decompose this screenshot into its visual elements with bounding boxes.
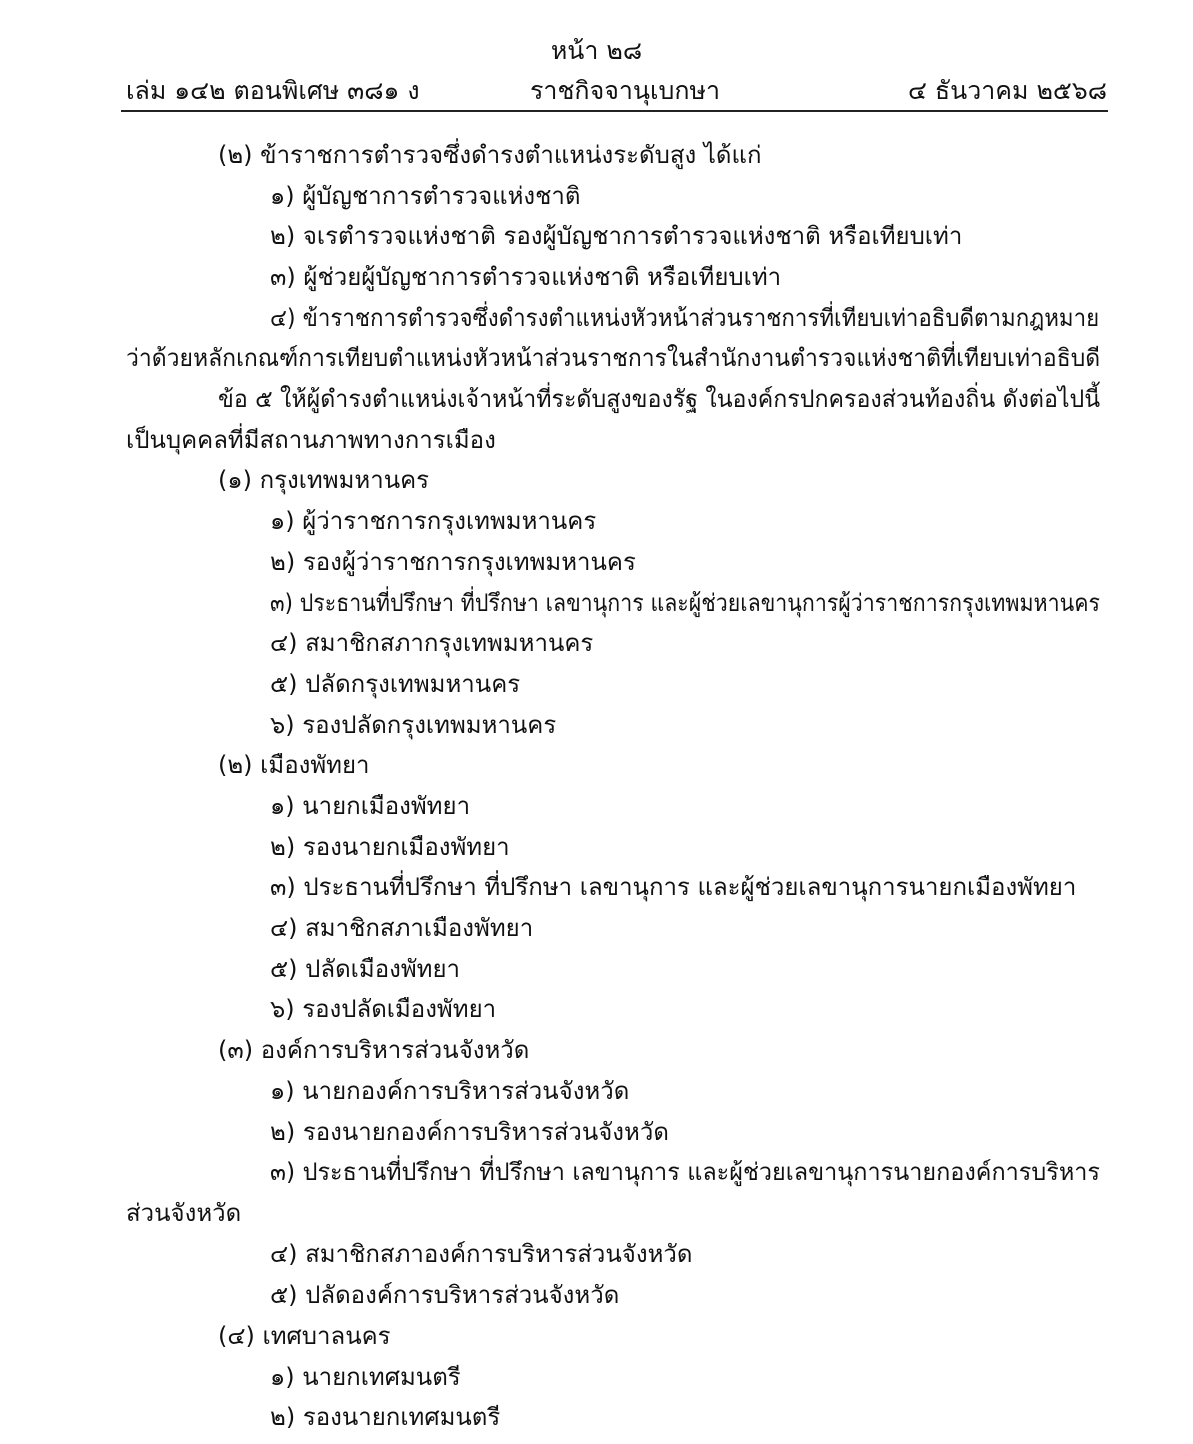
list-item: ๔) สมาชิกสภาองค์การบริหารส่วนจังหวัด — [270, 1240, 693, 1268]
list-item: ๒) รองผู้ว่าราชการกรุงเทพมหานคร — [270, 548, 636, 576]
header-rule — [121, 110, 1108, 112]
gazette-title: ราชกิจจานุเบกษา — [530, 76, 721, 105]
section-heading: (๔) เทศบาลนคร — [218, 1322, 391, 1350]
list-item: ๒) จเรตำรวจแห่งชาติ รองผู้บัญชาการตำรวจแห่งชาติ หรือเทียบเท่า — [270, 222, 963, 250]
list-item: ๔) สมาชิกสภาเมืองพัทยา — [270, 914, 534, 942]
section-heading: (๒) ข้าราชการตำรวจซึ่งดำรงตำแหน่งระดับสูง ได้แก่ — [218, 141, 762, 169]
list-item: ๓) ผู้ช่วยผู้บัญชาการตำรวจแห่งชาติ หรือเทียบเท่า — [270, 263, 782, 291]
section-heading: (๒) เมืองพัทยา — [218, 751, 370, 779]
page-number: หน้า ๒๘ — [550, 36, 643, 65]
list-item: ๑) นายกเมืองพัทยา — [270, 792, 471, 820]
list-item: ๕) ปลัดเมืองพัทยา — [270, 955, 461, 983]
list-item: ๔) สมาชิกสภากรุงเทพมหานคร — [270, 629, 594, 657]
gazette-date: ๔ ธันวาคม ๒๕๖๘ — [908, 76, 1107, 105]
list-item: ๑) ผู้บัญชาการตำรวจแห่งชาติ — [270, 182, 581, 210]
gazette-volume: เล่ม ๑๔๒ ตอนพิเศษ ๓๘๑ ง — [126, 76, 420, 105]
list-item: ๑) ผู้ว่าราชการกรุงเทพมหานคร — [270, 507, 597, 535]
list-item: ๒) รองนายกเทศมนตรี — [270, 1403, 501, 1431]
list-item: ๖) รองปลัดกรุงเทพมหานคร — [270, 711, 557, 739]
list-item: ๖) รองปลัดเมืองพัทยา — [270, 995, 497, 1023]
clause-paragraph: ข้อ ๕ ให้ผู้ดำรงตำแหน่งเจ้าหน้าที่ระดับสูงของรัฐ ในองค์กรปกครองส่วนท้องถิ่น ดังต่อไปนี้ — [218, 385, 1101, 413]
section-heading: (๓) องค์การบริหารส่วนจังหวัด — [218, 1036, 530, 1064]
list-item: ๓) ประธานที่ปรึกษา ที่ปรึกษา เลขานุการ และผู้ช่วยเลขานุการผู้ว่าราชการกรุงเทพมหานคร — [270, 589, 1100, 617]
list-item: ๕) ปลัดกรุงเทพมหานคร — [270, 670, 521, 698]
list-item: ๔) ข้าราชการตำรวจซึ่งดำรงตำแหน่งหัวหน้าส่วนราชการที่เทียบเท่าอธิบดีตามกฎหมาย — [270, 304, 1100, 332]
paragraph-continuation: เป็นบุคคลที่มีสถานภาพทางการเมือง — [126, 426, 496, 454]
list-item: ๓) ประธานที่ปรึกษา ที่ปรึกษา เลขานุการ และผู้ช่วยเลขานุการนายกองค์การบริหาร — [270, 1158, 1100, 1186]
list-item: ๑) นายกเทศมนตรี — [270, 1363, 461, 1391]
paragraph-continuation: ว่าด้วยหลักเกณฑ์การเทียบตำแหน่งหัวหน้าส่วนราชการในสำนักงานตำรวจแห่งชาติที่เทียบเท่าอธิบดี — [126, 344, 1101, 372]
list-item: ๒) รองนายกองค์การบริหารส่วนจังหวัด — [270, 1118, 669, 1146]
list-item: ๒) รองนายกเมืองพัทยา — [270, 833, 510, 861]
paragraph-continuation: ส่วนจังหวัด — [126, 1199, 242, 1227]
list-item: ๑) นายกองค์การบริหารส่วนจังหวัด — [270, 1077, 630, 1105]
list-item: ๓) ประธานที่ปรึกษา ที่ปรึกษา เลขานุการ และผู้ช่วยเลขานุการนายกเมืองพัทยา — [270, 873, 1077, 901]
section-heading: (๑) กรุงเทพมหานคร — [218, 466, 430, 494]
list-item: ๕) ปลัดองค์การบริหารส่วนจังหวัด — [270, 1281, 620, 1309]
